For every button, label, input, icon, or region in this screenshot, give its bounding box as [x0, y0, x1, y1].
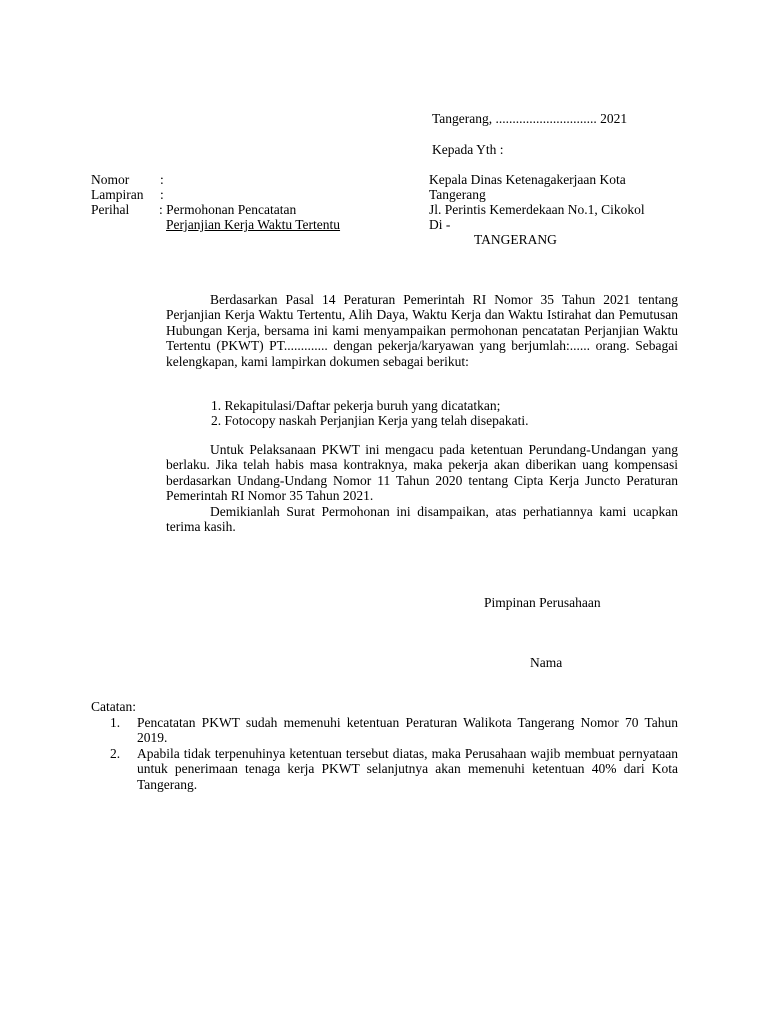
note-text: Pencatatan PKWT sudah memenuhi ketentuan Peraturan Walikota Tangerang Nomor 70 Tahun 2019.: [137, 715, 678, 746]
nomor-label: Nomor: [91, 172, 130, 187]
perihal-value-line-2: Perjanjian Kerja Waktu Tertentu: [166, 217, 341, 232]
body-paragraph-2: Untuk Pelaksanaan PKWT ini mengacu pada ketentuan Perundang-Undangan yang berlaku. Jika telah habis masa kontraknya, maka pekerja akan diberikan uang kompensasi berdasarkan Undang-Undang Nomor 11 Tahun 2020 tentang Cipta Kerja Juncto Peraturan Pemerintah RI Nomor 35 Tahun 2021.: [166, 442, 678, 504]
addressee-line-4: Di -: [429, 217, 451, 232]
nomor-colon: :: [160, 172, 164, 187]
addressee-label: Kepada Yth :: [432, 142, 504, 157]
attachment-item-2: 2. Fotocopy naskah Perjanjian Kerja yang telah disepakati.: [211, 413, 529, 428]
body-paragraph-1: Berdasarkan Pasal 14 Peraturan Pemerintah RI Nomor 35 Tahun 2021 tentang Perjanjian Kerja Waktu Tertentu, Alih Daya, Waktu Kerja dan Waktu Istirahat dan Pemutusan Hubungan Kerja, bersama ini kami menyampaikan permohonan pencatatan Perjanjian Waktu Tertentu (PKWT) PT............. dengan pekerja/karyawan yang berjumlah:...... orang. Sebagai kelengkapan, kami lampirkan dokumen sebagai berikut:: [166, 292, 678, 369]
note-item: [110, 715, 678, 746]
attachment-item-1: 1. Rekapitulasi/Daftar pekerja buruh yang dicatatkan;: [211, 398, 501, 413]
perihal-value-line-1: : Permohonan Pencatatan: [159, 202, 297, 217]
addressee-line-3: Jl. Perintis Kemerdekaan No.1, Cikokol: [429, 202, 645, 217]
addressee-city: TANGERANG: [474, 232, 557, 247]
lampiran-colon: :: [160, 187, 164, 202]
signature-title: Pimpinan Perusahaan: [484, 595, 601, 610]
notes-heading: Catatan:: [91, 699, 136, 714]
body-paragraph-3: Demikianlah Surat Permohonan ini disampaikan, atas perhatiannya kami ucapkan terima kasih.: [166, 504, 678, 535]
note-item: [110, 746, 678, 792]
place-date: Tangerang, .............................. 2021: [432, 111, 628, 126]
addressee-line-2: Tangerang: [429, 187, 486, 202]
lampiran-label: Lampiran: [91, 187, 144, 202]
note-number: 2.: [110, 745, 121, 761]
notes-list: [110, 715, 678, 792]
signature-name: Nama: [530, 655, 563, 670]
perihal-label: Perihal: [91, 202, 130, 217]
note-text: Apabila tidak terpenuhinya ketentuan tersebut diatas, maka Perusahaan wajib membuat pernyataan untuk penerimaan tenaga kerja PKWT selanjutnya akan memenuhi ketentuan 40% dari Kota Tangerang.: [137, 745, 678, 792]
note-number: 1.: [110, 715, 121, 730]
addressee-line-1: Kepala Dinas Ketenagakerjaan Kota: [429, 172, 626, 187]
